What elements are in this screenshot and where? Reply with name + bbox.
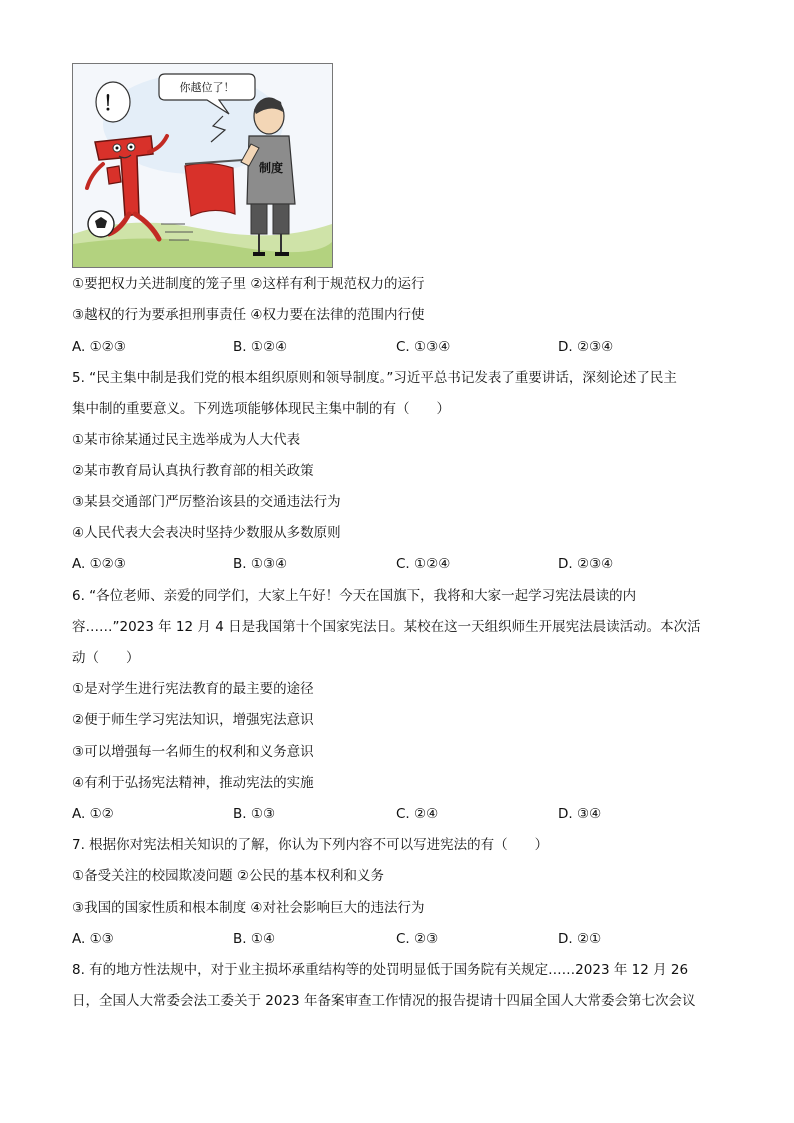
q6-statement-2: ②便于师生学习宪法知识，增强宪法意识 [72,712,314,728]
q8-stem-line-1: 8. 有的地方性法规中，对于业主损坏承重结构等的处罚明显低于国务院有关规定……2023 年 12 月 26 [72,962,689,978]
q7-option-a[interactable]: A. ①③ [72,931,114,947]
q7-option-d[interactable]: D. ②① [558,931,602,947]
q7-stem: 7. 根据你对宪法相关知识的了解，你认为下列内容不可以写进宪法的有（ ） [72,837,549,853]
q4-statement-2: ③越权的行为要承担刑事责任 ④权力要在法律的范围内行使 [72,307,425,323]
q5-statement-2: ②某市教育局认真执行教育部的相关政策 [72,463,314,479]
cartoon-illustration [72,63,333,268]
q6-stem-line-2: 容……”2023 年 12 月 4 日是我国第十个国家宪法日。某校在这一天组织师生开展宪法晨读活动。本次活 [72,619,701,635]
q4-option-a[interactable]: A. ①②③ [72,339,126,355]
q7-option-c[interactable]: C. ②③ [396,931,439,947]
q6-stem-line-1: 6. “各位老师、亲爱的同学们，大家上午好！今天在国旗下，我将和大家一起学习宪法晨读的内 [72,588,637,604]
q6-option-b[interactable]: B. ①③ [233,806,276,822]
q5-option-c[interactable]: C. ①②④ [396,556,451,572]
q5-statement-3: ③某县交通部门严厉整治该县的交通违法行为 [72,494,341,510]
cartoon-exclaim-text: ！ [103,91,123,115]
q5-stem-line-1: 5. “民主集中制是我们党的根本组织原则和领导制度。”习近平总书记发表了重要讲话，深刻论述了民主 [72,370,677,386]
q6-option-a[interactable]: A. ①② [72,806,114,822]
q5-option-d[interactable]: D. ②③④ [558,556,614,572]
q6-statement-1: ①是对学生进行宪法教育的最主要的途径 [72,681,314,697]
q7-statement-2: ③我国的国家性质和根本制度 ④对社会影响巨大的违法行为 [72,900,425,916]
q4-option-b[interactable]: B. ①②④ [233,339,288,355]
q5-option-a[interactable]: A. ①②③ [72,556,126,572]
q4-option-d[interactable]: D. ②③④ [558,339,614,355]
q7-option-b[interactable]: B. ①④ [233,931,276,947]
q4-statement-1: ①要把权力关进制度的笼子里 ②这样有利于规范权力的运行 [72,276,425,292]
q4-option-c[interactable]: C. ①③④ [396,339,451,355]
cartoon-sign-text: 制度 [258,161,284,175]
q6-stem-line-3: 动（ ） [72,650,140,666]
q6-statement-4: ④有利于弘扬宪法精神，推动宪法的实施 [72,775,314,791]
q6-option-d[interactable]: D. ③④ [558,806,602,822]
q8-stem-line-2: 日，全国人大常委会法工委关于 2023 年备案审查工作情况的报告提请十四届全国人大常委会第七次会议 [72,993,696,1009]
q6-option-c[interactable]: C. ②④ [396,806,439,822]
q5-statement-4: ④人民代表大会表决时坚持少数服从多数原则 [72,525,341,541]
q5-stem-line-2: 集中制的重要意义。下列选项能够体现民主集中制的有（ ） [72,401,450,417]
q7-statement-1: ①备受关注的校园欺凌问题 ②公民的基本权利和义务 [72,868,384,884]
q5-option-b[interactable]: B. ①③④ [233,556,288,572]
q6-statement-3: ③可以增强每一名师生的权利和义务意识 [72,744,314,760]
q5-statement-1: ①某市徐某通过民主选举成为人大代表 [72,432,301,448]
cartoon-speech-text: 你越位了！ [179,81,235,94]
